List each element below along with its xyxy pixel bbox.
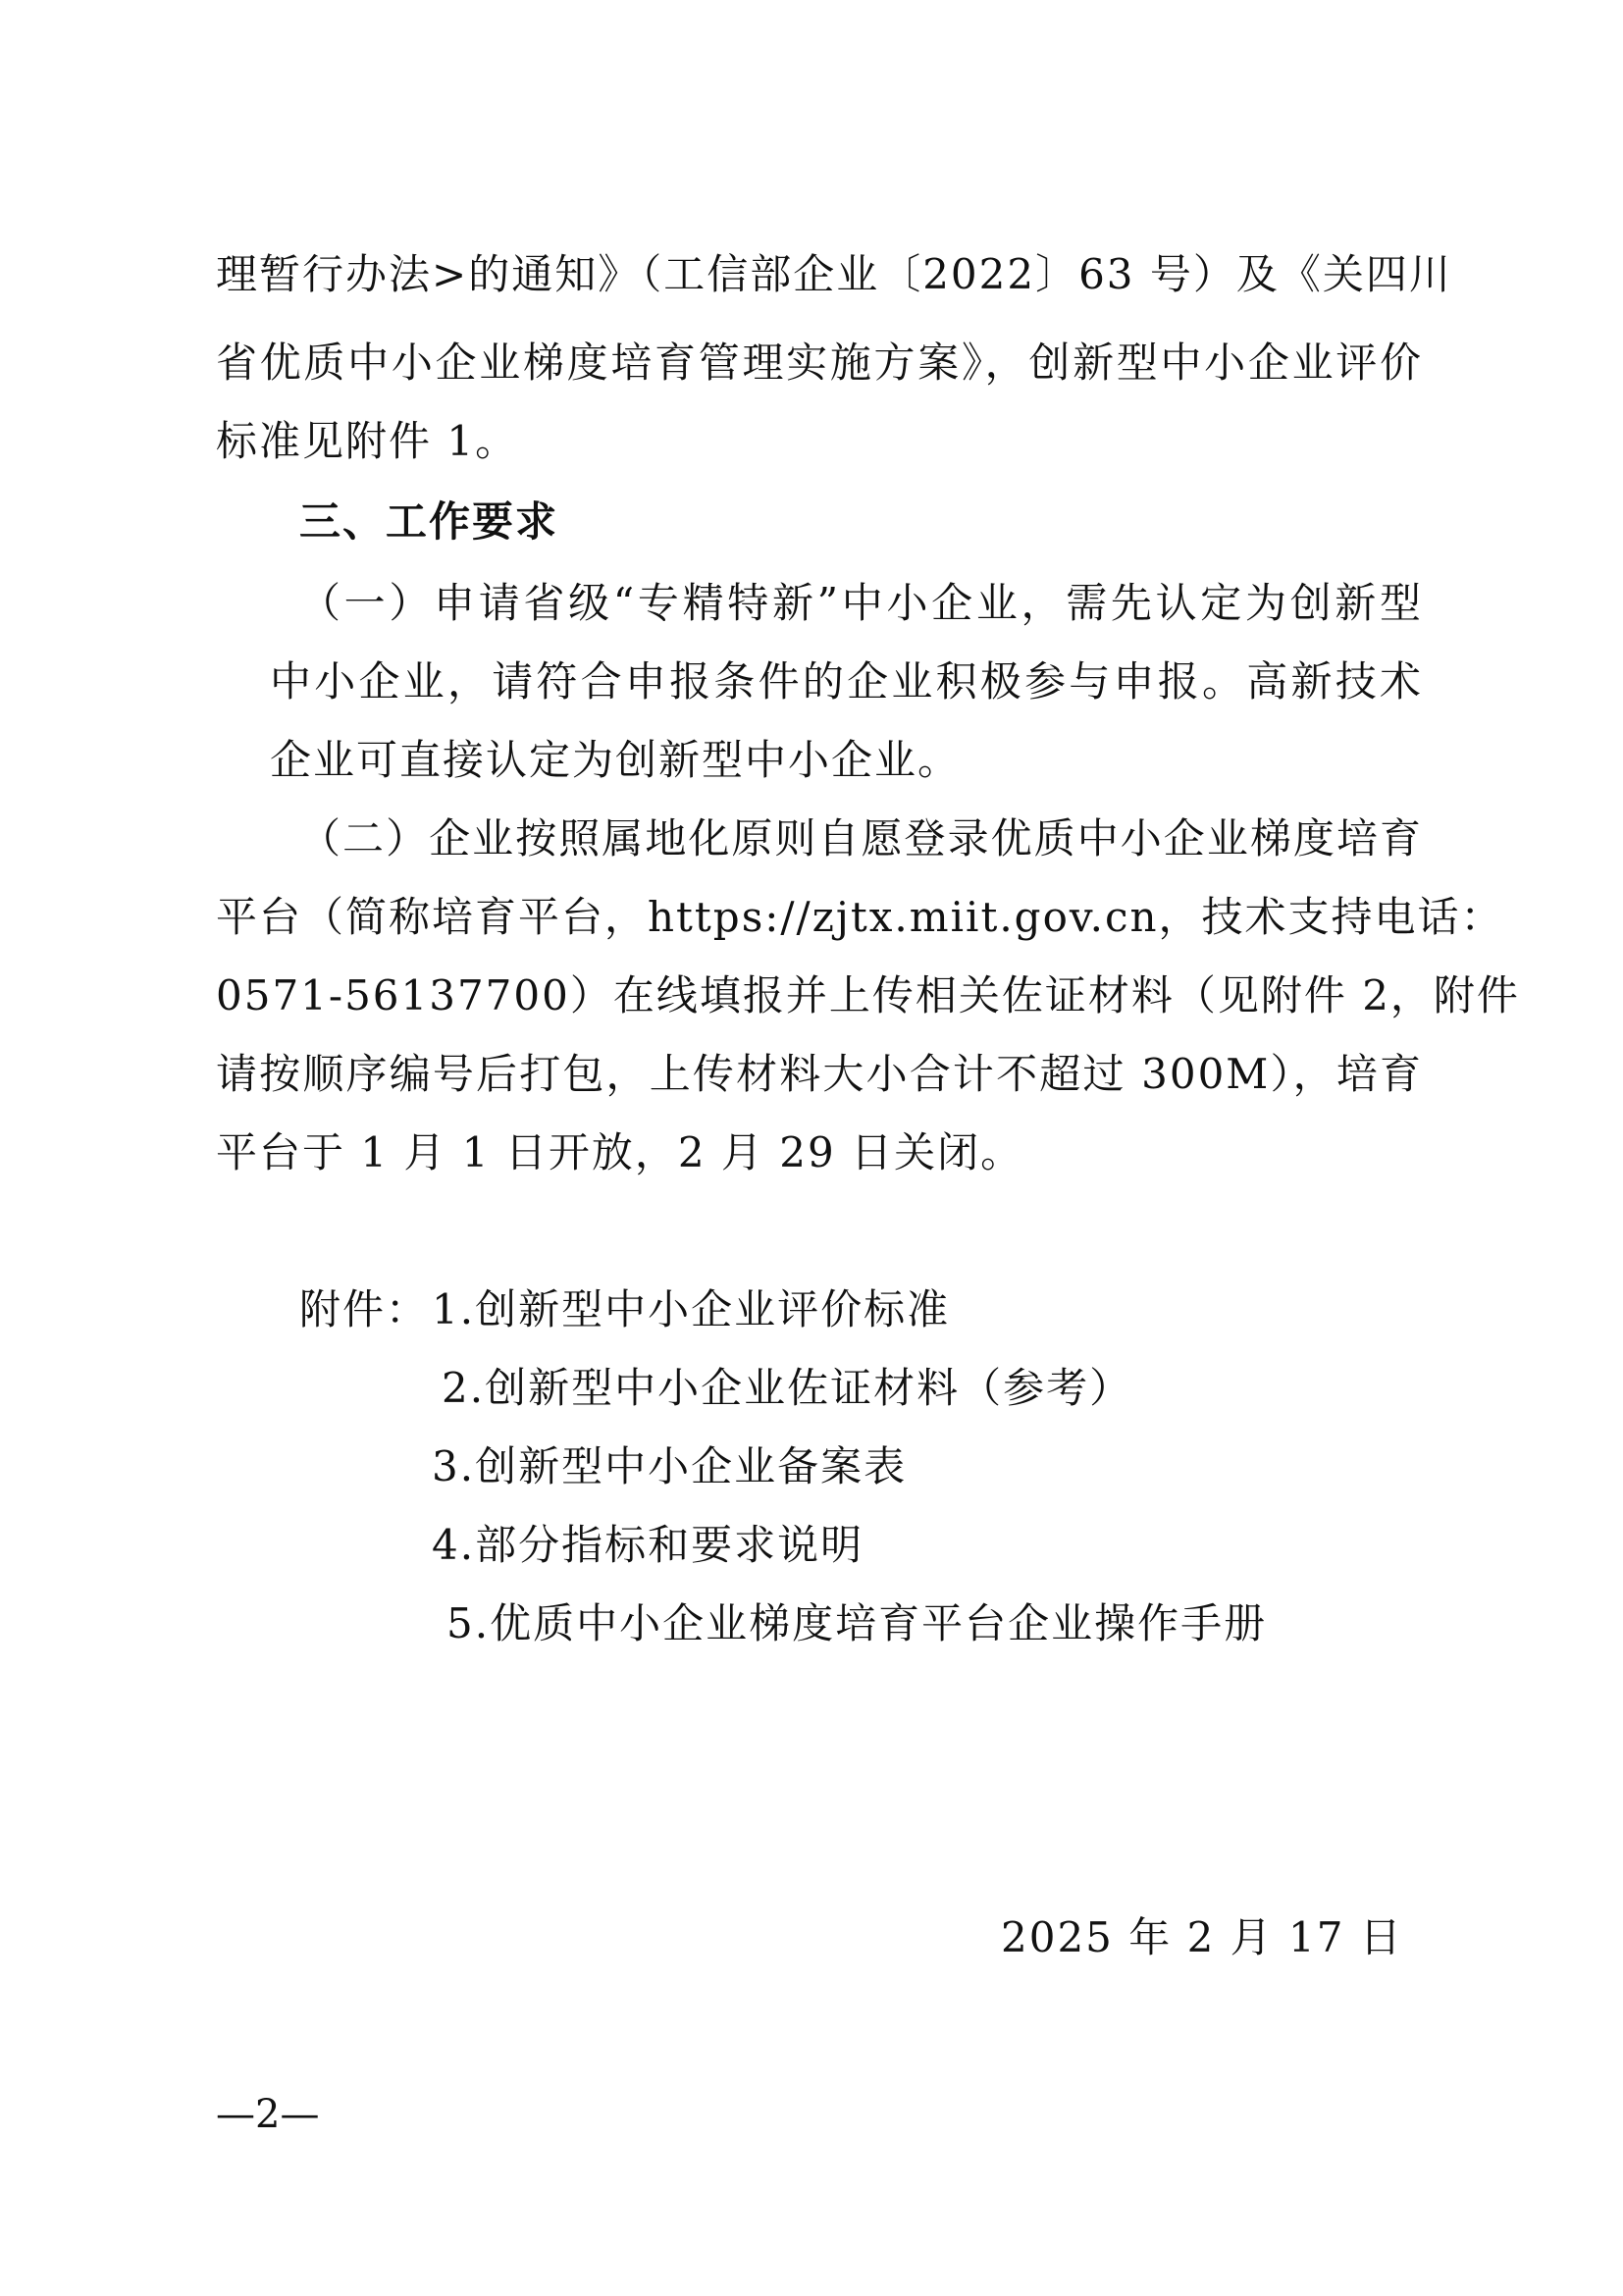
- attachment-item-3: 3.创新型中小企业备案表: [432, 1442, 908, 1490]
- section-heading: 三、工作要求: [299, 497, 559, 546]
- para3-line-4: 请按顺序编号后打包，上传材料大小合计不超过 300M），培育: [216, 1050, 1423, 1098]
- para3-line-3: 0571-56137700）在线填报并上传相关佐证材料（见附件 2，附件: [216, 971, 1520, 1019]
- attachment-item-1: 1.创新型中小企业评价标准: [432, 1285, 951, 1333]
- attachment-item-4: 4.部分指标和要求说明: [432, 1521, 864, 1569]
- para1-line-3: 标准见附件 1。: [216, 417, 519, 465]
- para2-line-3: 企业可直接认定为创新型中小企业。: [270, 736, 962, 784]
- para3-line-5: 平台于 1 月 1 日开放，2 月 29 日关闭。: [216, 1128, 1024, 1176]
- attachment-item-5: 5.优质中小企业梯度培育平台企业操作手册: [446, 1599, 1268, 1647]
- para1-line-1: 理暂行办法>的通知》（工信部企业〔2022〕63 号）及《关四川: [216, 250, 1452, 298]
- para3-line-2: 平台（简称培育平台，https://zjtx.miit.gov.cn，技术支持电话：: [216, 893, 1504, 941]
- attachment-item-2: 2.创新型中小企业佐证材料（参考）: [442, 1364, 1133, 1412]
- para1-line-2: 省优质中小企业梯度培育管理实施方案》，创新型中小企业评价: [216, 339, 1423, 387]
- para2-line-1: （一）申请省级“专精特新”中小企业，需先认定为创新型: [299, 579, 1423, 627]
- para2-line-2: 中小企业，请符合申报条件的企业积极参与申报。高新技术: [270, 657, 1423, 705]
- issue-date: 2025 年 2 月 17 日: [1001, 1913, 1403, 1961]
- page-number: —2—: [216, 2092, 320, 2137]
- para3-line-1: （二）企业按照属地化原则自愿登录优质中小企业梯度培育: [299, 814, 1423, 862]
- attachments-label: 附件：: [299, 1285, 430, 1333]
